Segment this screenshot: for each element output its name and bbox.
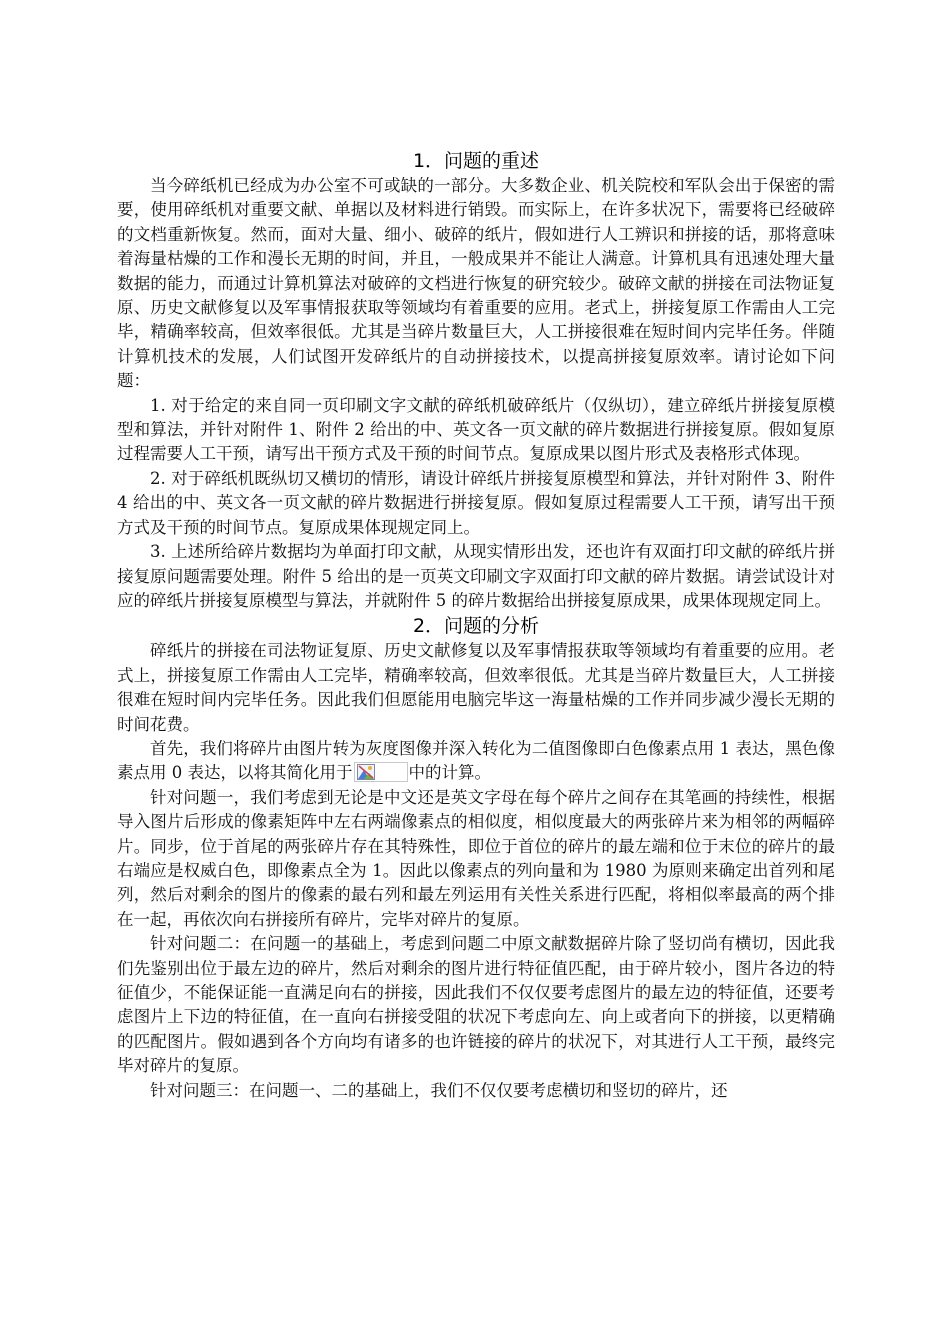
paragraph bbox=[117, 737, 835, 786]
document-body bbox=[117, 148, 835, 1103]
paragraph: 2. 对于碎纸机既纵切又横切的情形，请设计碎纸片拼接复原模型和算法，并针对附件 3、附件 4 给出的中、英文各一页文献的碎片数据进行拼接复原。假如复原过程需要人工干预，请写出干预方式及干预的时间节点。复原成果体现规定同上。 bbox=[117, 468, 835, 537]
paragraph: 3. 上述所给碎片数据均为单面打印文献，从现实情形出发，还也许有双面打印文献的碎纸片拼接复原问题需要处理。附件 5 给出的是一页英文印刷文字双面打印文献的碎片数据。请尝试设计对应的碎纸片拼接复原模型与算法，并就附件 5 的碎片数据给出拼接复原成果，成果体现规定同上。 bbox=[117, 542, 835, 610]
section-heading-analysis: 2．问题的分析 bbox=[412, 615, 540, 638]
paragraph: 碎纸片的拼接在司法物证复原、历史文献修复以及军事情报获取等领域均有着重要的应用。老式上，拼接复原工作需由人工完毕，精确率较高，但效率很低。尤其是当碎片数量巨大，人工拼接很难在短时间内完毕任务。因此我们但愿能用电脑完毕这一海量枯燥的工作并同步减少漫长无期的时间花费。 bbox=[117, 641, 835, 734]
section-heading-restatement: 1．问题的重述 bbox=[412, 150, 540, 172]
paragraph: 针对问题一，我们考虑到无论是中文还是英文字母在每个碎片之间存在其笔画的持续性，根据导入图片后形成的像素矩阵中左右两端像素点的相似度，相似度最大的两张碎片来为相邻的两幅碎片。同步，位于首尾的两张碎片存在其特殊性，即位于首位的碎片的最左端和位于末位的碎片的最右端应是权威白色，即像素点全为 1。因此以像素点的列向量和为 1980 为原则来确定出首列和尾列，然后对剩余的图片的像素的最右列和最左列运用有关性关系进行匹配，将相似率最高的两个排在一起，再依次向右拼接所有碎片，完毕对碎片的复原。 bbox=[117, 787, 835, 929]
paragraph: 针对问题三：在问题一、二的基础上，我们不仅仅要考虑横切和竖切的碎片，还 bbox=[150, 1080, 728, 1100]
paragraph: 针对问题二：在问题一的基础上，考虑到问题二中原文献数据碎片除了竖切尚有横切，因此我们先鉴别出位于最左边的碎片，然后对剩余的图片进行特征值匹配，由于碎片较小，图片各边的特征值少，不能保证能一直满足向右的拼接，因此我们不仅仅要考虑图片的最左边的特征值，还要考虑图片上下边的特征值，在一直向右拼接受阻的状况下考虑向左、向上或者向下的拼接，以更精确的匹配图片。假如遇到各个方向均有诸多的也许链接的碎片的状况下，对其进行人工干预，最终完毕对碎片的复原。 bbox=[117, 934, 835, 1076]
paragraph-text: 首先，我们将碎片由图片转为灰度图像并深入转化为二值图像即白色像素点用 1 表达，黑色像素点用 0 表达，以将其简化用于 bbox=[117, 738, 835, 783]
paragraph-text: 中的计算。 bbox=[408, 763, 491, 783]
paragraph: 1. 对于给定的来自同一页印刷文字文献的碎纸机破碎纸片（仅纵切），建立碎纸片拼接复原模型和算法，并针对附件 1、附件 2 给出的中、英文各一页文献的碎片数据进行拼接复原。假如复原过程需要人工干预，请写出干预方式及干预的时间节点。复原成果以图片形式及表格形式体现。 bbox=[117, 395, 835, 464]
paragraph: 当今碎纸机已经成为办公室不可或缺的一部分。大多数企业、机关院校和军队会出于保密的需要，使用碎纸机对重要文献、单据以及材料进行销毁。而实际上，在许多状况下，需要将已经破碎的文档重新恢复。然而，面对大量、细小、破碎的纸片，假如进行人工辨识和拼接的话，那将意味着海量枯燥的工作和漫长无期的时间，并且，一般成果并不能让人满意。计算机具有迅速处理大量数据的能力，而通过计算机算法对破碎的文档进行恢复的研究较少。破碎文献的拼接在司法物证复原、历史文献修复以及军事情报获取等领域均有着重要的应用。老式上，拼接复原工作需由人工完毕，精确率较高，但效率很低。尤其是当碎片数量巨大，人工拼接很难在短时间内完毕任务。伴随计算机技术的发展，人们试图开发碎纸片的自动拼接技术，以提高拼接复原效率。请讨论如下问题： bbox=[117, 176, 835, 391]
broken-image-icon bbox=[354, 762, 408, 782]
